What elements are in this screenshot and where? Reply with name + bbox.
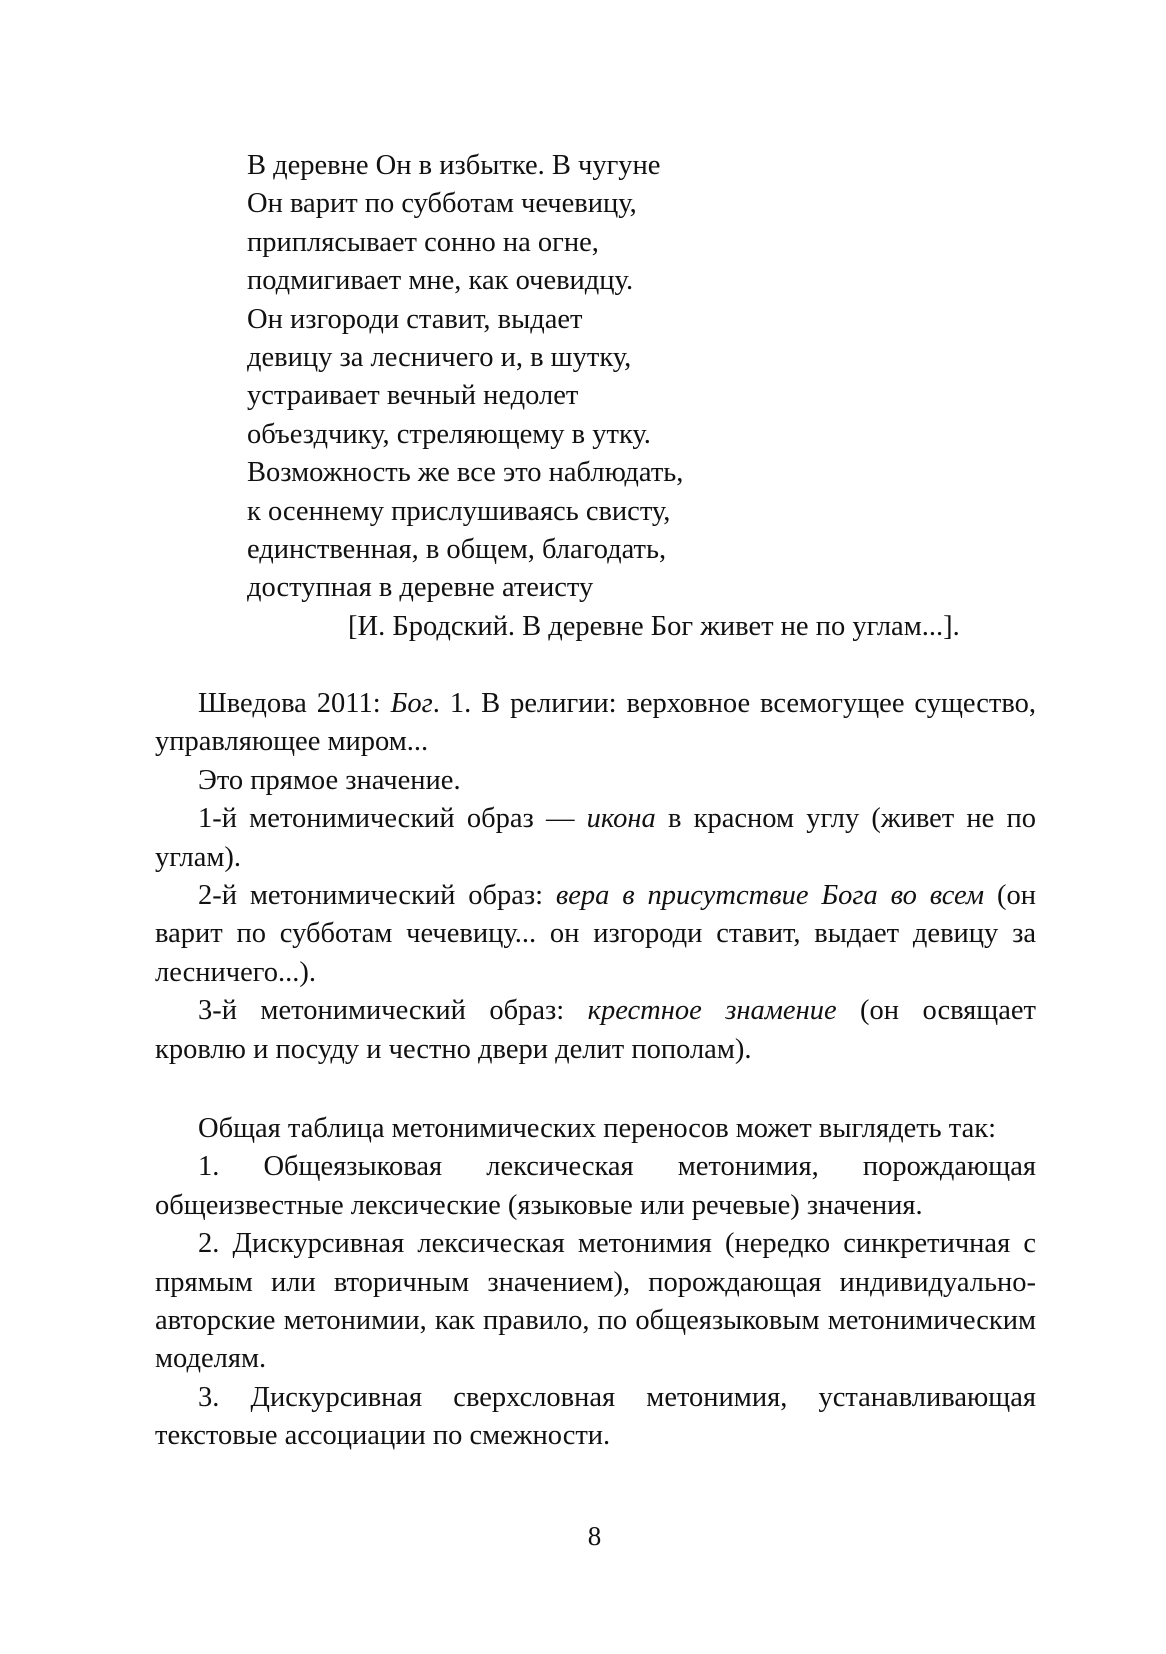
page-number: 8: [587, 1521, 602, 1551]
direct-meaning-note: Это прямое значение.: [198, 764, 461, 796]
poem-line: объездчику, стреляющему в утку.: [247, 418, 651, 450]
metonymic-image-term: икона: [586, 803, 656, 835]
table-intro: Общая таблица метонимических переносов может выглядеть так:: [198, 1113, 997, 1144]
poem-source-citation: [И. Бродский. В деревне Бог живет не по углам...].: [348, 610, 960, 642]
poem-line: девицу за лесничего и, в шутку,: [247, 341, 632, 373]
poem-line: В деревне Он в избытке. В чугуне: [247, 150, 661, 181]
definition-headword: Бог: [390, 688, 433, 719]
metonymic-image-term: крестное знамение: [587, 995, 837, 1027]
poem-line: Возможность же все это наблюдать,: [247, 457, 684, 489]
poem-line: доступная в деревне атеисту: [247, 572, 594, 604]
metonymic-image-paragraph: 1-й метонимический образ — икона в красном углу (живет не по углам).: [155, 803, 1036, 873]
dictionary-definition: [155, 685, 1036, 762]
poem-line: к осеннему прислушиваясь свисту,: [247, 495, 671, 527]
poem-line: Он варит по субботам чечевицу,: [247, 188, 637, 220]
poem-quote: [247, 147, 1047, 646]
poem-line: приплясывает сонно на огне,: [247, 226, 599, 258]
metonymic-image-paragraph: 3-й метонимический образ: крестное знамение (он освящает кровлю и посуду и честно двери делит пополам).: [155, 995, 1036, 1065]
poem-line: устраивает вечный недолет: [247, 380, 579, 412]
analysis-section: [155, 685, 1036, 1069]
poem-line: Он изгороди ставит, выдает: [247, 303, 583, 335]
poem-line: подмигивает мне, как очевидцу.: [247, 265, 634, 297]
metonymic-image-term: вера в присутствие Бога во всем: [555, 880, 985, 912]
metonymy-table-section: [155, 1110, 1036, 1456]
metonymic-image-paragraph: 2-й метонимический образ: вера в присутствие Бога во всем (он варит по субботам чечевицу... он изгороди ставит, выдает девицу за лесничего...).: [155, 880, 1036, 988]
definition-text: . 1. В религии: верховное всемогущее существо, управляющее миром...: [155, 688, 1036, 758]
poem-line: единственная, в общем, благодать,: [247, 533, 667, 565]
definition-reference: Шведова 2011:: [198, 688, 391, 719]
table-item: 1. Общеязыковая лексическая метонимия, порождающая общеизвестные лексические (языковые или речевые) значения.: [155, 1151, 1036, 1221]
table-item: 2. Дискурсивная лексическая метонимия (нередко синкретичная с прямым или вторичным значением), порождающая индивидуально-авторские метонимии, как правило, по общеязыковым метонимическим моделям.: [155, 1228, 1036, 1375]
table-item: 3. Дискурсивная сверхсловная метонимия, устанавливающая текстовые ассоциации по смежности.: [155, 1381, 1036, 1452]
